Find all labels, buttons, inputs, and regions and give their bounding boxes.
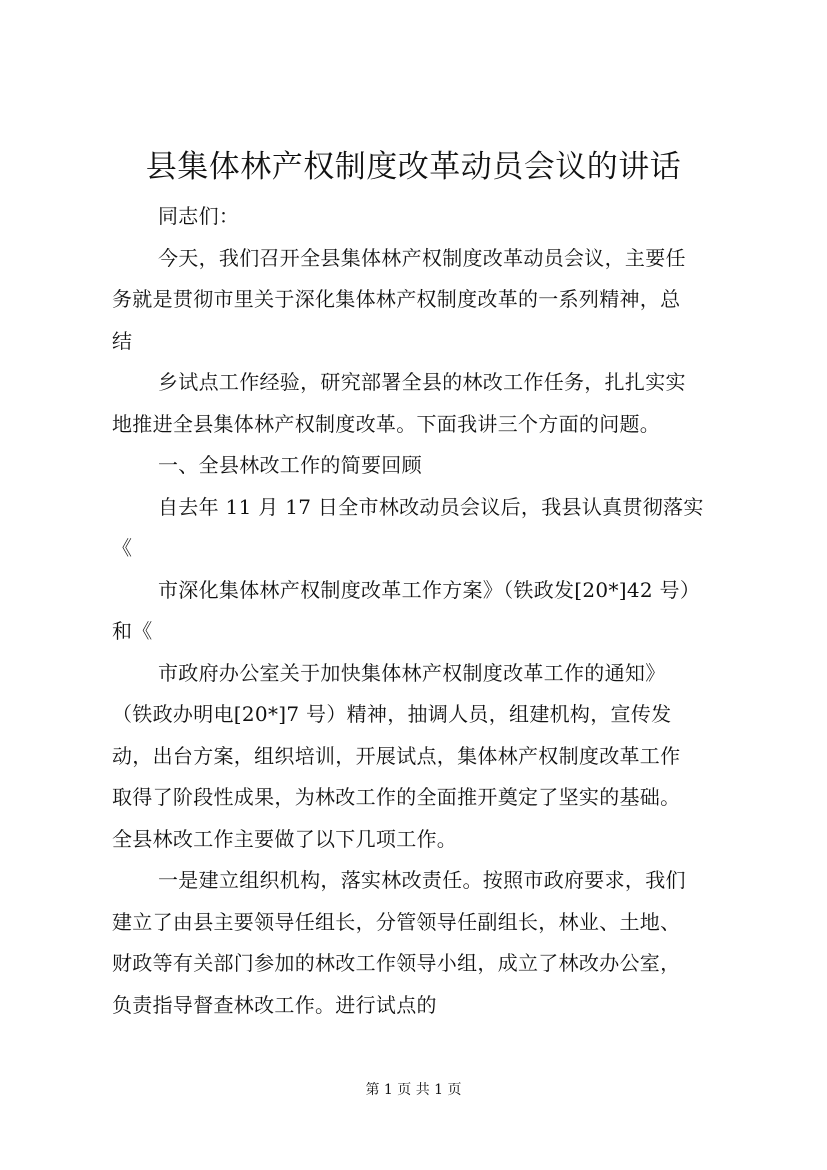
paragraph-line: 务就是贯彻市里关于深化集体林产权制度改革的一系列精神，总 xyxy=(112,287,681,311)
paragraph-line: 《 xyxy=(112,536,133,560)
paragraph-line: 乡试点工作经验，研究部署全县的林改工作任务，扎扎实实 xyxy=(158,370,686,394)
document-body xyxy=(112,196,732,1026)
paragraph-line: 同志们： xyxy=(158,204,240,228)
paragraph-line: 结 xyxy=(112,328,133,353)
paragraph-line: 动，出台方案，组织培训，开展试点，集体林产权制度改革工作 xyxy=(112,743,681,768)
paragraph-line: 自去年 11 月 17 日全市林改动员会议后，我县认真贯彻落实 xyxy=(158,494,704,519)
paragraph-line: 负责指导督查林改工作。进行试点的 xyxy=(112,992,437,1017)
paragraph-line: 取得了阶段性成果，为林改工作的全面推开奠定了坚实的基础。 xyxy=(112,785,681,809)
paragraph-line: 一是建立组织机构，落实林改责任。按照市政府要求，我们 xyxy=(158,868,686,892)
paragraph-line: 市政府办公室关于加快集体林产权制度改革工作的通知》 xyxy=(158,660,666,685)
paragraph-line: 财政等有关部门参加的林改工作领导小组，成立了林改办公室， xyxy=(112,951,681,975)
paragraph-line: （铁政办明电[20*]7 号）精神，抽调人员，组建机构，宣传发 xyxy=(112,702,672,726)
page-footer: 第 1 页 共 1 页 xyxy=(365,1082,462,1098)
paragraph-line: 建立了由县主要领导任组长，分管领导任副组长，林业、土地、 xyxy=(112,909,681,934)
paragraph-line: 地推进全县集体林产权制度改革。下面我讲三个方面的问题。 xyxy=(112,411,661,436)
paragraph-line: 市深化集体林产权制度改革工作方案》（铁政发[20*]42 号） xyxy=(158,577,701,602)
paragraph-line: 一、全县林改工作的简要回顾 xyxy=(158,453,422,477)
paragraph-line: 今天，我们召开全县集体林产权制度改革动员会议，主要任 xyxy=(158,245,686,270)
document-title: 县集体林产权制度改革动员会议的讲话 xyxy=(145,149,682,185)
paragraph-line: 全县林改工作主要做了以下几项工作。 xyxy=(112,826,458,851)
paragraph-line: 和《 xyxy=(112,619,153,643)
